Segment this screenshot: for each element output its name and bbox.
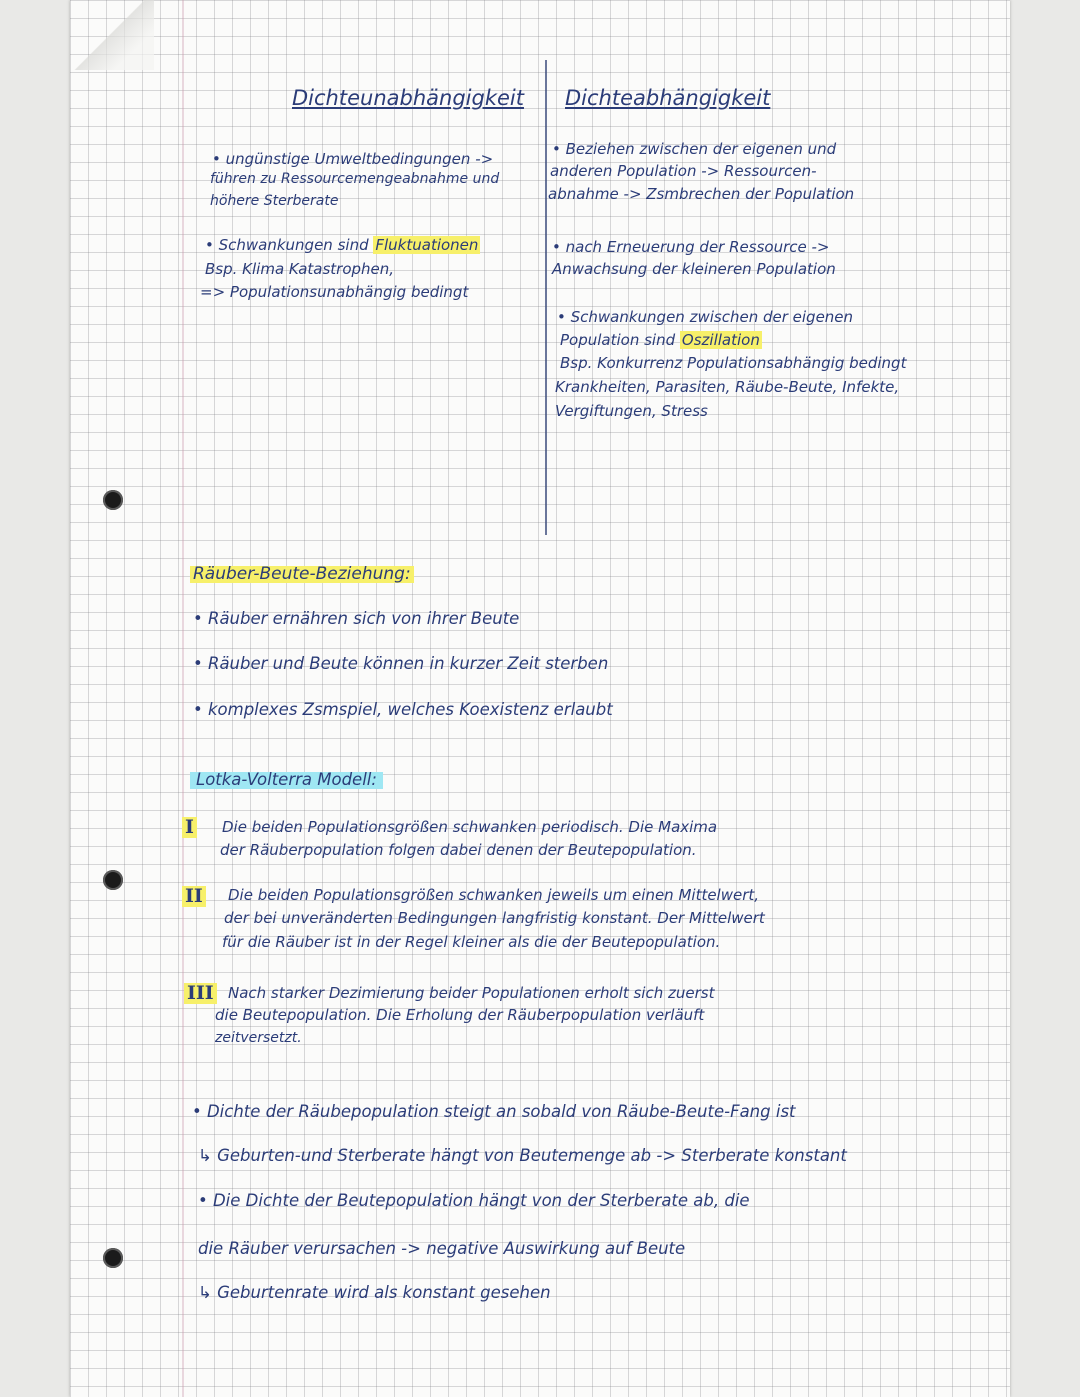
notebook-page xyxy=(70,0,1010,1397)
right-line-4: • nach Erneuerung der Ressource -> xyxy=(552,238,830,256)
rule-3-line-1: Nach starker Dezimierung beider Populationen erholt sich zuerst xyxy=(228,984,715,1002)
margin-line xyxy=(182,0,184,1397)
rule-2-numeral: II xyxy=(182,886,206,907)
note-line-3: • Die Dichte der Beutepopulation hängt von der Sterberate ab, die xyxy=(198,1191,750,1210)
page-corner-fold xyxy=(70,0,154,70)
right-line-8: Bsp. Konkurrenz Populationsabhängig bedingt xyxy=(560,354,907,372)
right-line-1: • Beziehen zwischen der eigenen und xyxy=(552,140,837,158)
predator-prey-heading: Räuber-Beute-Beziehung: xyxy=(190,566,414,583)
left-line-1: • ungünstige Umweltbedingungen -> xyxy=(212,150,494,168)
right-line-10: Vergiftungen, Stress xyxy=(555,402,708,420)
rule-2-line-1: Die beiden Populationsgrößen schwanken jeweils um einen Mittelwert, xyxy=(228,886,760,904)
right-line-6: • Schwankungen zwischen der eigenen xyxy=(557,308,854,326)
rule-1-numeral: I xyxy=(182,817,197,838)
predator-prey-item-1: • Räuber ernähren sich von ihrer Beute xyxy=(193,609,520,628)
left-line-2: führen zu Ressourcemengeabnahme und xyxy=(210,171,500,187)
note-line-1: • Dichte der Räubepopulation steigt an sobald von Räube-Beute-Fang ist xyxy=(192,1102,796,1121)
right-line-7-text: Population sind xyxy=(560,331,676,349)
right-column-title: Dichteabhängigkeit xyxy=(565,86,771,110)
rule-1-line-1: Die beiden Populationsgrößen schwanken periodisch. Die Maxima xyxy=(222,818,718,836)
right-line-3: abnahme -> Zsmbrechen der Population xyxy=(548,185,855,203)
rule-1-line-2: der Räuberpopulation folgen dabei denen der Beutepopulation. xyxy=(220,841,697,859)
highlight-fluktuationen: Fluktuationen xyxy=(375,236,479,254)
note-line-4: die Räuber verursachen -> negative Auswirkung auf Beute xyxy=(198,1239,686,1258)
right-line-2: anderen Population -> Ressourcen- xyxy=(550,162,817,180)
left-line-4-text: • Schwankungen sind xyxy=(205,236,369,254)
right-line-7 xyxy=(560,333,762,348)
left-column-title: Dichteunabhängigkeit xyxy=(292,86,524,110)
right-line-9: Krankheiten, Parasiten, Räube-Beute, Infekte, xyxy=(555,378,900,396)
left-line-5: Bsp. Klima Katastrophen, xyxy=(205,260,395,278)
lotka-volterra-heading: Lotka-Volterra Modell: xyxy=(190,772,383,789)
left-line-4 xyxy=(205,238,480,253)
right-line-5: Anwachsung der kleineren Population xyxy=(552,260,836,278)
note-line-2: ↳ Geburten-und Sterberate hängt von Beutemenge ab -> Sterberate konstant xyxy=(198,1146,847,1165)
punch-hole-1 xyxy=(103,490,123,510)
note-line-5: ↳ Geburtenrate wird als konstant gesehen xyxy=(198,1283,551,1302)
column-divider xyxy=(545,60,547,535)
predator-prey-item-3: • komplexes Zsmspiel, welches Koexistenz erlaubt xyxy=(193,700,613,719)
rule-2-line-2: der bei unveränderten Bedingungen langfristig konstant. Der Mittelwert xyxy=(224,909,765,927)
rule-2-line-3: für die Räuber ist in der Regel kleiner als die der Beutepopulation. xyxy=(222,933,721,951)
left-line-3: höhere Sterberate xyxy=(210,193,339,209)
rule-3-line-3: zeitversetzt. xyxy=(215,1030,302,1046)
rule-3-numeral: III xyxy=(184,983,217,1004)
highlight-oszillation: Oszillation xyxy=(681,331,760,349)
predator-prey-item-2: • Räuber und Beute können in kurzer Zeit sterben xyxy=(193,654,609,673)
punch-hole-3 xyxy=(103,1248,123,1268)
rule-3-line-2: die Beutepopulation. Die Erholung der Räuberpopulation verläuft xyxy=(215,1006,705,1024)
punch-hole-2 xyxy=(103,870,123,890)
left-line-6: => Populationsunabhängig bedingt xyxy=(200,283,469,301)
